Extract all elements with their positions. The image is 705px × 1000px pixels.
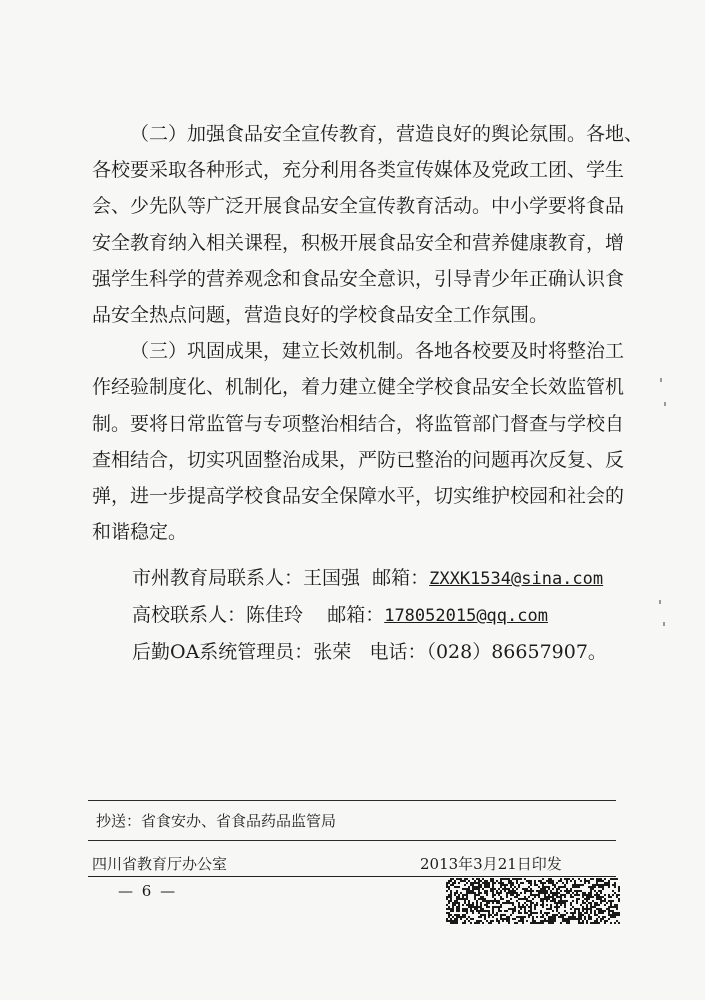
contact-city-education <box>132 560 612 597</box>
contact-email-link[interactable]: 178052015@qq.com <box>384 606 548 626</box>
contact-label: 高校联系人：陈佳玲 <box>132 604 304 626</box>
contact-field: 邮箱： <box>327 604 385 626</box>
cc-line: 抄送：省食安办、省食品药品监管局 <box>96 812 337 830</box>
contact-list <box>132 560 612 670</box>
contact-label: 市州教育局联系人：王国强 <box>132 567 361 589</box>
footer-rule-top <box>88 800 616 801</box>
paragraph-line: 安全教育纳入相关课程，积极开展食品安全和营养健康教育，增 <box>92 231 625 254</box>
contact-field: 邮箱： <box>372 567 430 589</box>
contact-field: 电话： <box>369 641 427 663</box>
scan-speck <box>664 402 666 406</box>
contact-label: 后勤OA系统管理员：张荣 <box>132 641 352 663</box>
paragraph-line: 和谐稳定。 <box>92 521 188 544</box>
contact-email-link[interactable]: ZXXK1534@sina.com <box>429 569 604 589</box>
paragraph-line: （三）巩固成果，建立长效机制。各地各校要及时将整治工 <box>130 340 625 363</box>
paragraph-line: 弹，进一步提高学校食品安全保障水平，切实维护校园和社会的 <box>92 485 625 508</box>
issue-date: 2013年3月21日印发 <box>420 855 562 873</box>
contact-university <box>132 597 612 634</box>
document-body <box>92 116 644 550</box>
page-number: — 6 — <box>118 882 178 900</box>
paragraph-line: 作经验制度化、机制化，着力建立健全学校食品安全长效监管机 <box>92 376 625 399</box>
issuer: 四川省教育厅办公室 <box>92 855 228 873</box>
paragraph-mechanism <box>92 333 625 550</box>
footer-rule-middle <box>88 840 616 841</box>
barcode-image <box>446 878 620 924</box>
paragraph-line: 各校要采取各种形式，充分利用各类宣传媒体及党政工团、学生 <box>92 159 625 182</box>
paragraph-line: 品安全热点问题，营造良好的学校食品安全工作氛围。 <box>92 304 549 327</box>
contact-oa-admin <box>132 634 612 670</box>
paragraph-line: 强学生科学的营养观念和食品安全意识，引导青少年正确认识食 <box>92 267 625 290</box>
paragraph-line: 查相结合，切实巩固整治成果，严防已整治的问题再次反复、反 <box>92 448 625 471</box>
paragraph-line: 制。要将日常监管与专项整治相结合，将监管部门督查与学校自 <box>92 412 625 435</box>
paragraph-publicity <box>92 116 644 333</box>
scan-speck <box>659 600 661 604</box>
scan-speck <box>663 622 665 626</box>
footer-rule-bottom <box>88 876 616 877</box>
contact-phone: （028）86657907。 <box>426 641 607 663</box>
paragraph-line: 会、少先队等广泛开展食品安全宣传教育活动。中小学要将食品 <box>92 195 625 218</box>
paragraph-line: （二）加强食品安全宣传教育，营造良好的舆论氛围。各地、 <box>130 123 644 145</box>
scan-speck <box>660 378 662 382</box>
